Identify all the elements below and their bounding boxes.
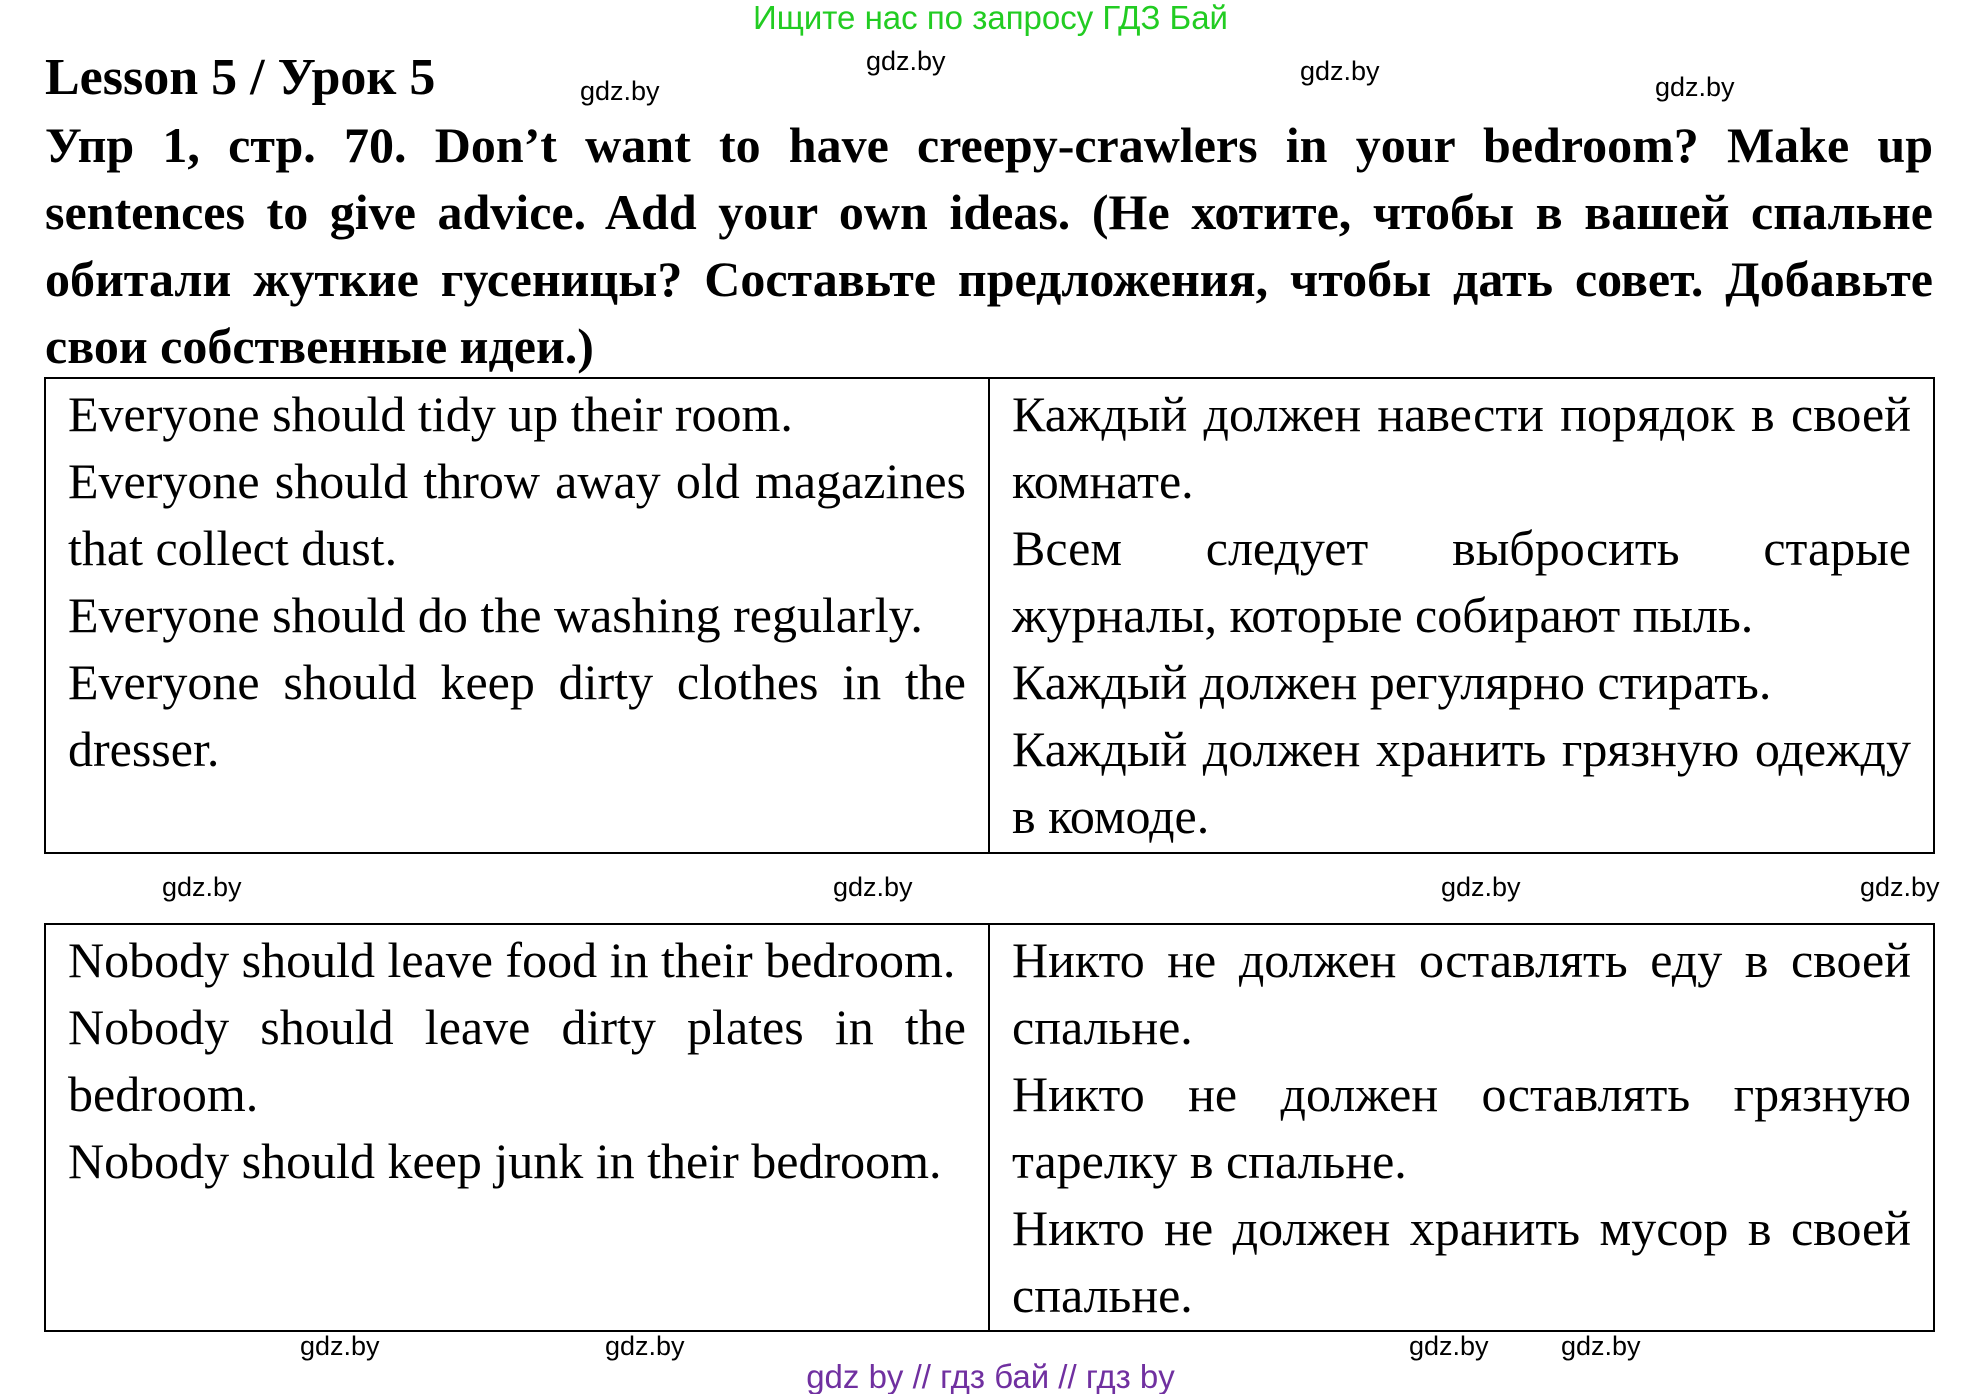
footer-watermark: gdz by // гдз бай // гдз by [806, 1358, 1175, 1394]
sentence: Nobody should leave dirty plates in the bedroom. [68, 999, 966, 1122]
sentence: Everyone should keep dirty clothes in the dresser. [68, 654, 966, 777]
translation: Всем следует выбросить старые журналы, которые собирают пыль. [1012, 520, 1911, 643]
sentence: Nobody should keep junk in their bedroom. [68, 1133, 942, 1189]
watermark: gdz.by [833, 872, 913, 902]
english-column [46, 925, 990, 1330]
translation: Каждый должен навести порядок в своей комнате. [1012, 386, 1911, 509]
sentence: Everyone should throw away old magazines that collect dust. [68, 453, 966, 576]
translation: Каждый должен регулярно стирать. [1012, 654, 1772, 710]
watermark: gdz.by [1409, 1331, 1489, 1361]
translation: Никто не должен хранить мусор в своей спальне. [1012, 1200, 1911, 1323]
watermark: gdz.by [1561, 1331, 1641, 1361]
watermark: gdz.by [1860, 872, 1940, 902]
answer-table-nobody [44, 923, 1935, 1332]
sentence: Nobody should leave food in their bedroom. [68, 932, 956, 988]
sentence: Everyone should tidy up their room. [68, 386, 793, 442]
lesson-title: Lesson 5 / Урок 5 [45, 49, 436, 106]
sentence: Everyone should do the washing regularly. [68, 587, 923, 643]
watermark: gdz.by [1300, 56, 1380, 86]
watermark: gdz.by [580, 76, 660, 106]
watermark: gdz.by [162, 872, 242, 902]
translation: Каждый должен хранить грязную одежду в комоде. [1012, 721, 1911, 844]
english-column [46, 379, 990, 852]
watermark: gdz.by [605, 1331, 685, 1361]
watermark: gdz.by [866, 46, 946, 76]
translation: Никто не должен оставлять грязную тарелку в спальне. [1012, 1066, 1911, 1189]
watermark: gdz.by [300, 1331, 380, 1361]
exercise-heading: Упр 1, стр. 70. Don’t want to have creepy-crawlers in your bedroom? Make up sentences to give advice. Add your own ideas. (Не хотите, чтобы в вашей спальне обитали жуткие гусеницы? Составьте предложения, чтобы дать совет. Добавьте свои собственные идеи.) [45, 117, 1933, 374]
search-hint: Ищите нас по запросу ГДЗ Бай [753, 0, 1228, 36]
russian-column [990, 379, 1933, 852]
watermark: gdz.by [1441, 872, 1521, 902]
watermark: gdz.by [1655, 72, 1735, 102]
answer-table-everyone [44, 377, 1935, 854]
russian-column [990, 925, 1933, 1330]
translation: Никто не должен оставлять еду в своей спальне. [1012, 932, 1911, 1055]
